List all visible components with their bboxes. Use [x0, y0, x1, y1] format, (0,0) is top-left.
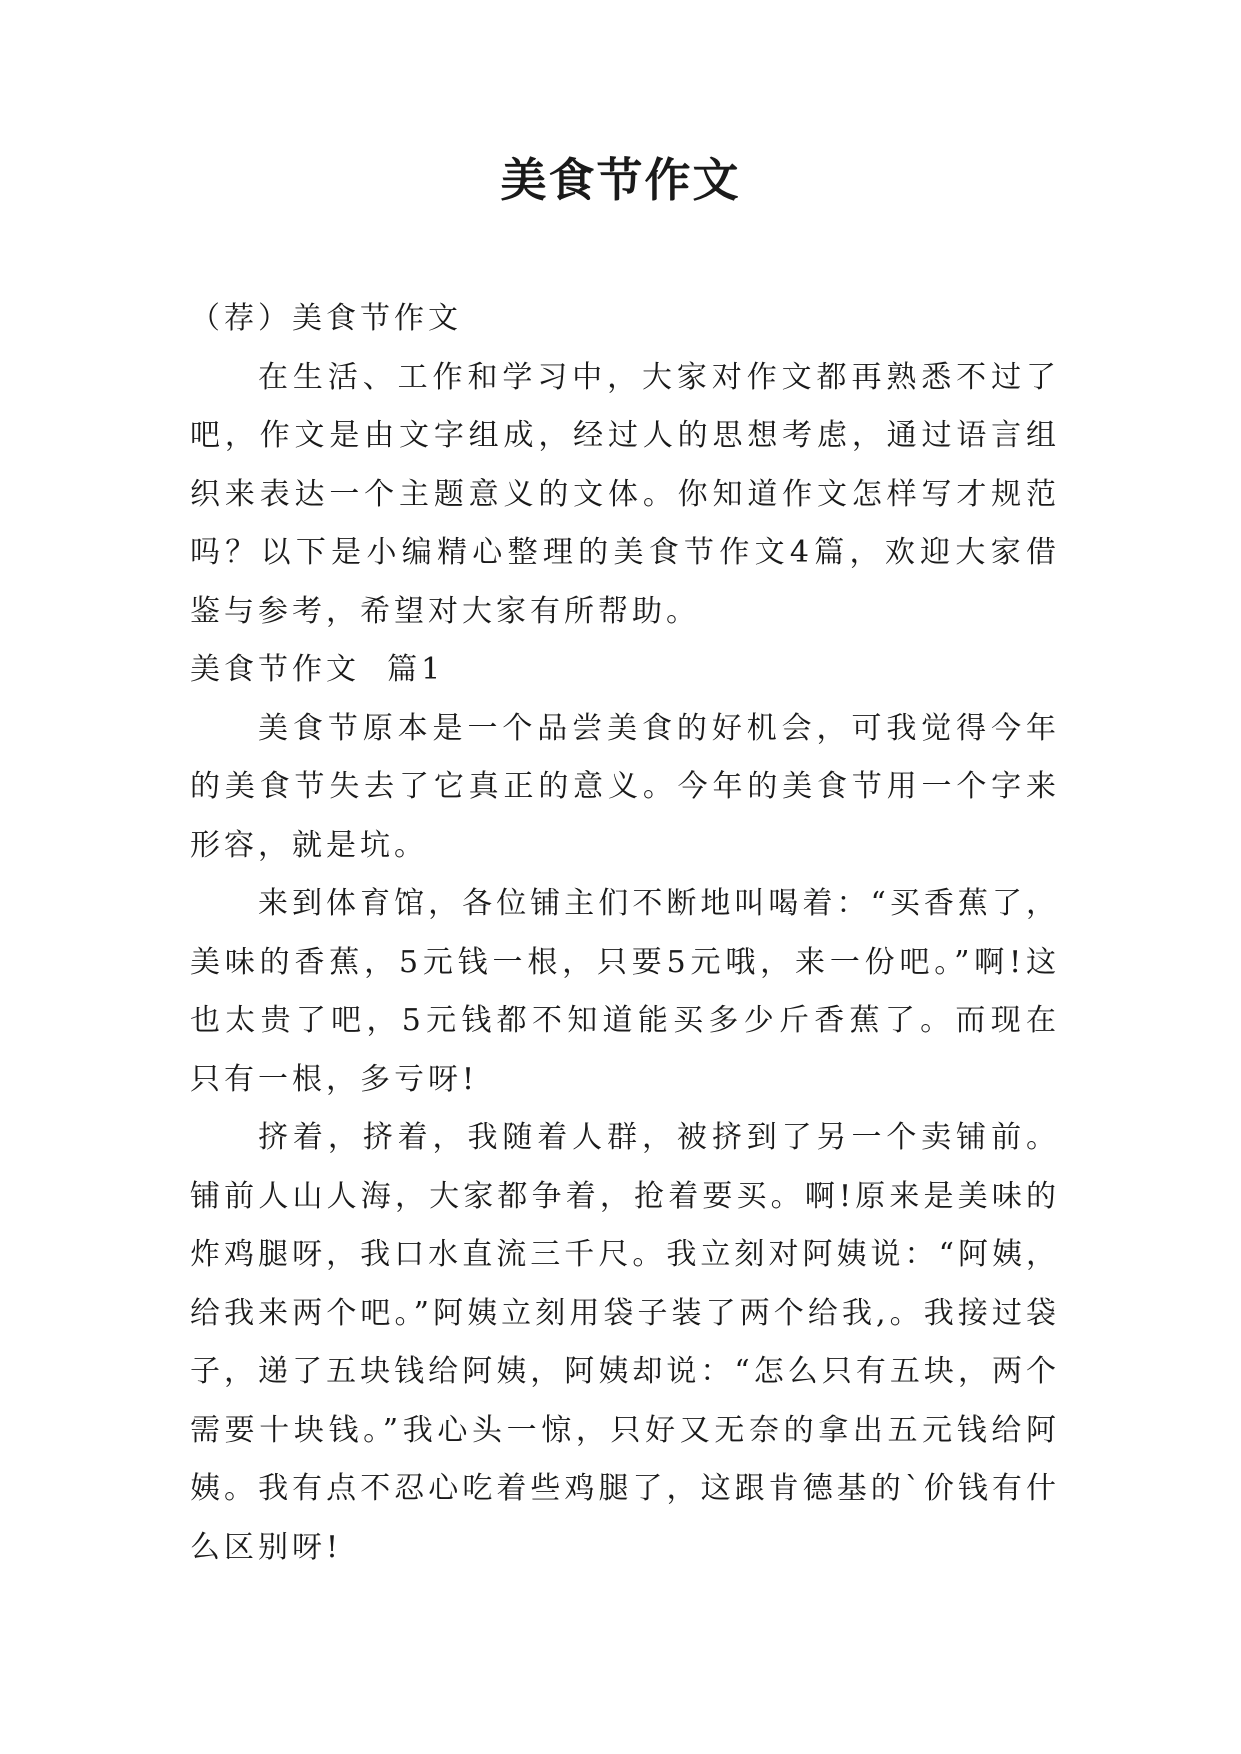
intro-paragraph: 在生活、工作和学习中，大家对作文都再熟悉不过了吧，作文是由文字组成，经过人的思想考虑，通过语言组织来表达一个主题意义的文体。你知道作文怎样写才规范吗？以下是小编精心整理的美食节作文4篇，欢迎大家借鉴与参考，希望对大家有所帮助。 — [190, 359, 1060, 629]
body-paragraph: 美食节原本是一个品尝美食的好机会，可我觉得今年的美食节失去了它真正的意义。今年的美食节用一个字来形容，就是坑。 — [190, 710, 1060, 863]
body-paragraph: 挤着，挤着，我随着人群，被挤到了另一个卖铺前。铺前人山人海，大家都争着，抢着要买。啊!原来是美味的炸鸡腿呀，我口水直流三千尺。我立刻对阿姨说：“阿姨，给我来两个吧。”阿姨立刻用袋子装了两个给我,。我接过袋子，递了五块钱给阿姨，阿姨却说：“怎么只有五块，两个需要十块钱。”我心头一惊，只好又无奈的拿出五元钱给阿姨。我有点不忍心吃着些鸡腿了，这跟肯德基的`价钱有什么区别呀! — [190, 1120, 1060, 1565]
document-subtitle: （荐）美食节作文 — [190, 301, 462, 336]
document-body — [190, 290, 1060, 1577]
document-title: 美食节作文 — [500, 153, 741, 207]
section-heading: 美食节作文 篇1 — [190, 652, 445, 687]
body-paragraph: 来到体育馆，各位铺主们不断地叫喝着：“买香蕉了，美味的香蕉，5元钱一根，只要5元哦，来一份吧。”啊!这也太贵了吧，5元钱都不知道能买多少斤香蕉了。而现在只有一根，多亏呀! — [190, 886, 1060, 1097]
